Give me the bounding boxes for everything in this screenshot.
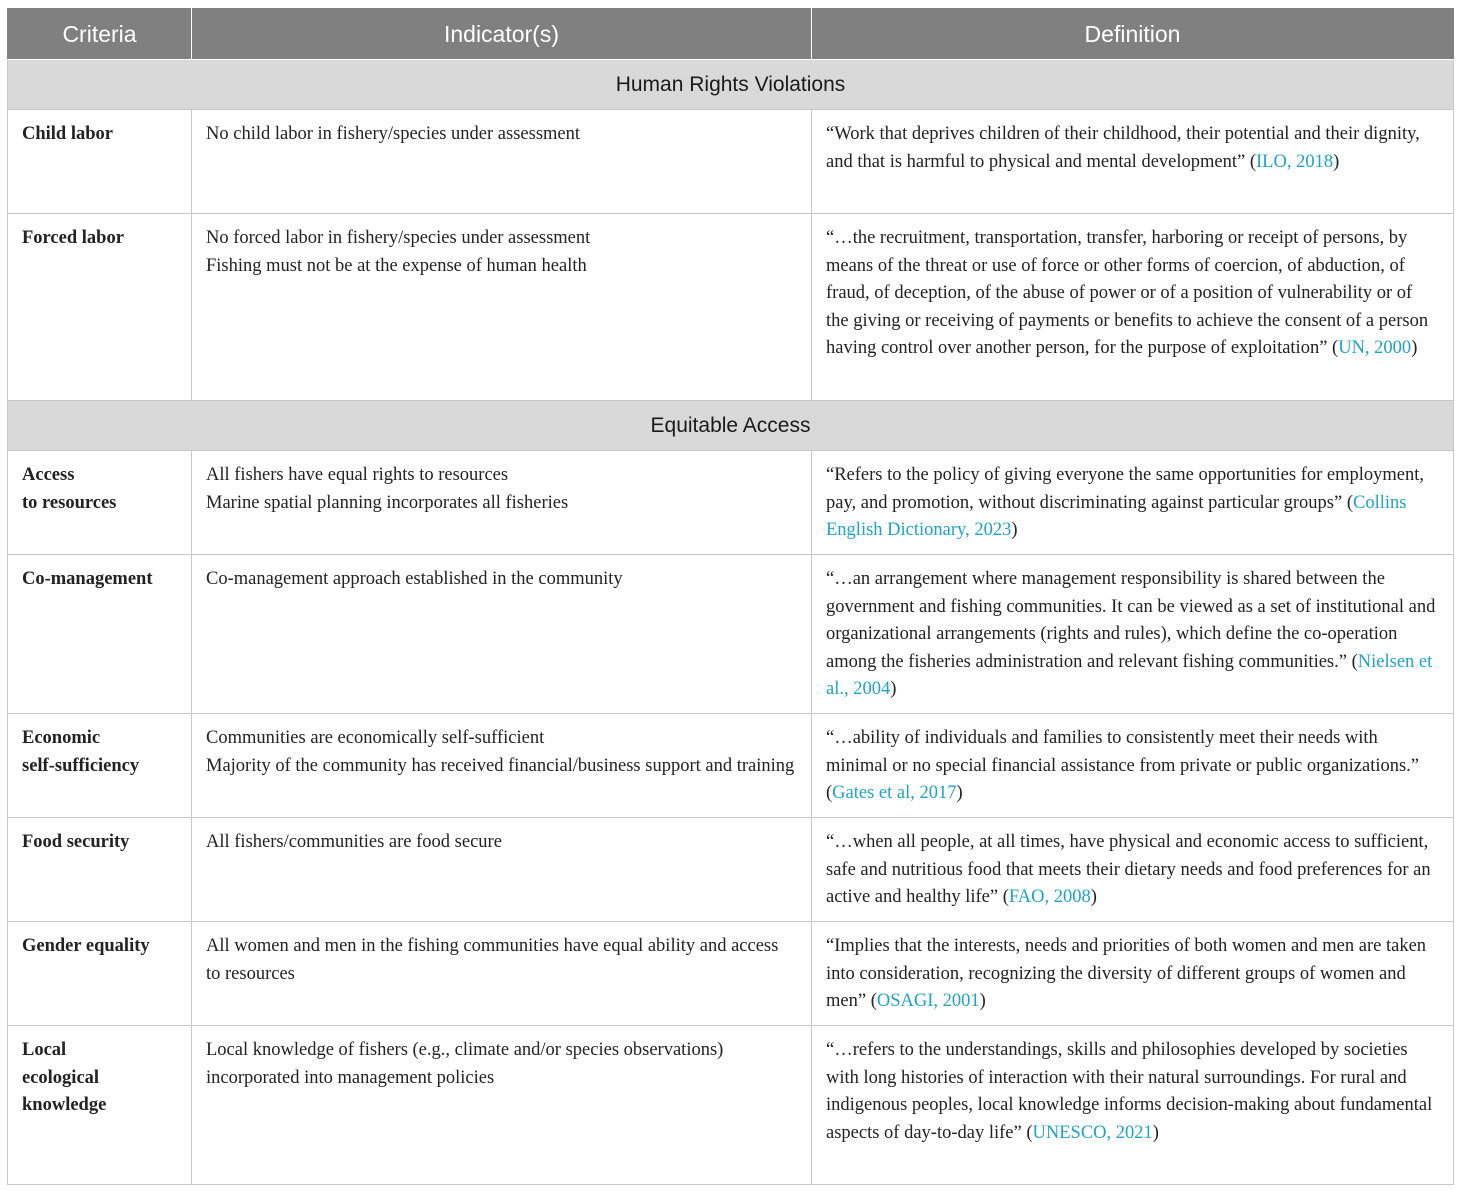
criterion-text: self-sufficiency [22, 755, 140, 776]
ref-paren: ) [1011, 520, 1018, 541]
table-row-access-to-resources [8, 451, 1454, 555]
indicator-text: All fishers have equal rights to resources [206, 465, 509, 485]
definition-cell [812, 818, 1454, 922]
column-header-criteria: Criteria [8, 9, 192, 60]
criterion-cell: Gender equality [8, 922, 192, 1026]
table-row-gender-equality [8, 922, 1454, 1026]
criterion-cell: Child labor [8, 110, 192, 214]
criterion-cell: Food security [8, 818, 192, 922]
indicator-cell [192, 818, 812, 922]
ref-paren: ) [956, 783, 963, 804]
section-title: Equitable Access [8, 401, 1454, 451]
criterion-text: Economic [22, 728, 101, 748]
definition-text: “…ability of individuals and families to consistently meet their needs with minimal or no special financial assistance from private or public organizations.” [826, 728, 1420, 776]
definition-text: “…refers to the understandings, skills and philosophies developed by societies with long histories of interaction with their natural surroundings. For rural and indigenous peoples, local knowledge informs decision-making about fundamental aspects of day-to-day life” [826, 1040, 1433, 1143]
citation-link[interactable]: FAO, 2008 [1008, 887, 1091, 908]
ref-paren: ( [1245, 151, 1257, 172]
indicator-text: Co-management approach established in the community [206, 569, 623, 589]
definition-cell [812, 214, 1454, 401]
ref-paren: ) [979, 991, 986, 1012]
section-row-human-rights [8, 60, 1454, 110]
criterion-text: to resources [22, 492, 117, 513]
definition-text: “…an arrangement where management responsibility is shared between the government and fishing communities. It can be viewed as a set of institutional and organizational arrangements (rights and rules), which define the co-operation among the fisheries administration and relevant fishing communities.” [826, 569, 1436, 672]
definition-text: “Work that deprives children of their childhood, their potential and their dignity, and that is harmful to physical and mental development” [826, 124, 1420, 172]
definition-cell [812, 110, 1454, 214]
criterion-text: Access [22, 465, 75, 485]
ref-paren: ( [998, 887, 1009, 908]
table-row-local-ecological-knowledge [8, 1026, 1454, 1185]
definition-cell [812, 451, 1454, 555]
indicator-text: Majority of the community has received financial/business support and training [206, 755, 795, 776]
header-row [8, 9, 1454, 60]
definition-text: “Implies that the interests, needs and priorities of both women and men are taken into consideration, recognizing the diversity of different groups of women and men” [826, 936, 1427, 1012]
table-row-co-management [8, 555, 1454, 714]
criterion-text: Local [22, 1040, 67, 1060]
ref-paren: ) [1333, 151, 1340, 172]
indicator-text: Marine spatial planning incorporates all fisheries [206, 492, 569, 513]
indicator-text: All women and men in the fishing communities have equal ability and access to resources [206, 936, 779, 984]
ref-paren: ( [826, 783, 833, 804]
citation-link[interactable]: ILO, 2018 [1256, 151, 1334, 172]
column-header-indicators: Indicator(s) [192, 9, 812, 60]
ref-paren: ( [1342, 492, 1353, 513]
ref-paren: ( [1327, 338, 1339, 359]
criterion-cell: Co-management [8, 555, 192, 714]
column-header-definition: Definition [812, 9, 1454, 60]
criterion-cell [8, 451, 192, 555]
ref-paren: ) [1090, 887, 1097, 908]
citation-link[interactable]: Collins English Dictionary, 2023 [826, 492, 1407, 541]
table-row-food-security [8, 818, 1454, 922]
definition-text: “…the recruitment, transportation, transfer, harboring or receipt of persons, by means of the threat or use of force or other forms of coercion, of abduction, of fraud, of deception, of the abuse of power or of a position of vulnerability or of the giving or receiving of payments or benefits to achieve the consent of a person having control over another person, for the purpose of exploitation” [826, 228, 1429, 359]
indicator-cell [192, 110, 812, 214]
citation-link[interactable]: UNESCO, 2021 [1032, 1122, 1153, 1143]
citation-link[interactable]: OSAGI, 2001 [876, 991, 980, 1012]
indicator-text: Communities are economically self-sufficient [206, 728, 545, 748]
indicator-cell [192, 922, 812, 1026]
indicator-text: Fishing must not be at the expense of human health [206, 255, 587, 276]
criterion-cell [8, 714, 192, 818]
section-title: Human Rights Violations [8, 60, 1454, 110]
definition-text: “Refers to the policy of giving everyone the same opportunities for employment, pay, and promotion, without discriminating against particular groups” [826, 465, 1425, 513]
table-row-forced-labor [8, 214, 1454, 401]
ref-paren: ( [866, 991, 877, 1012]
definition-cell [812, 555, 1454, 714]
citation-link[interactable]: Nielsen et al., 2004 [826, 651, 1433, 700]
citation-link[interactable]: UN, 2000 [1338, 338, 1412, 359]
ref-paren: ( [1021, 1122, 1033, 1143]
ref-paren: ) [1411, 338, 1418, 359]
definition-cell [812, 714, 1454, 818]
indicator-text: No forced labor in fishery/species under assessment [206, 228, 591, 248]
indicator-text: All fishers/communities are food secure [206, 832, 502, 852]
indicator-cell [192, 451, 812, 555]
table-row-economic-self-sufficiency [8, 714, 1454, 818]
criterion-text: knowledge [22, 1095, 107, 1116]
section-row-equitable-access [8, 401, 1454, 451]
indicator-text: Local knowledge of fishers (e.g., climate and/or species observations) incorporated into management policies [206, 1040, 724, 1088]
indicator-text: No child labor in fishery/species under assessment [206, 124, 581, 144]
indicator-cell [192, 555, 812, 714]
definition-text: “…when all people, at all times, have physical and economic access to sufficient, safe and nutritious food that meets their dietary needs and food preferences for an active and healthy life” [826, 832, 1431, 908]
criterion-text: ecological [22, 1067, 100, 1088]
definition-cell [812, 1026, 1454, 1185]
indicator-cell [192, 214, 812, 401]
indicator-cell [192, 1026, 812, 1185]
criteria-table [7, 8, 1454, 1185]
criterion-cell [8, 1026, 192, 1185]
indicator-cell [192, 714, 812, 818]
criterion-cell: Forced labor [8, 214, 192, 401]
ref-paren: ( [1346, 651, 1358, 672]
table-row-child-labor [8, 110, 1454, 214]
citation-link[interactable]: Gates et al, 2017 [832, 783, 957, 804]
definition-cell [812, 922, 1454, 1026]
ref-paren: ) [890, 679, 897, 700]
ref-paren: ) [1152, 1122, 1159, 1143]
